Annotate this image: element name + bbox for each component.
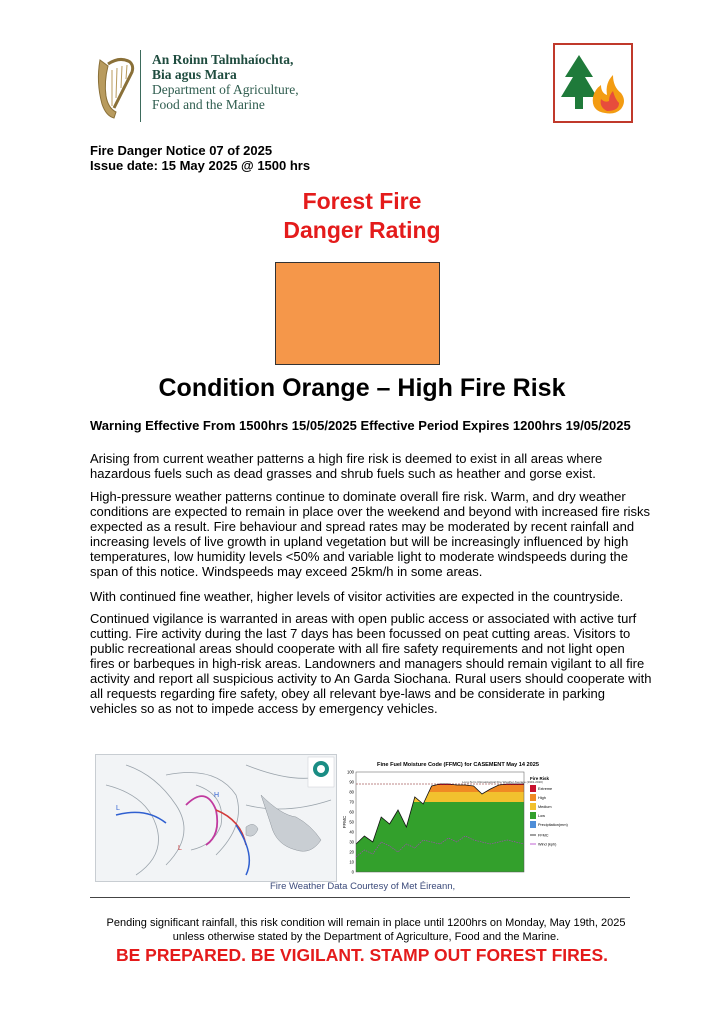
pending-notice: Pending significant rainfall, this risk condition will remain in place until 1200hrs on Monday, May 19th, 2025 unless otherwise stated by the Department of Agriculture, Food and the Marine. — [106, 917, 626, 943]
synoptic-chart — [96, 755, 336, 881]
legend-label: Precipitation(mm) — [538, 823, 568, 827]
legend-swatch-precipitationmm — [530, 821, 536, 828]
dept-english-line2: Food and the Marine — [152, 97, 265, 112]
data-credit: Fire Weather Data Courtesy of Met Éireann, — [270, 881, 456, 892]
legend-label: Medium — [538, 805, 552, 809]
y-tick-label: 50 — [349, 819, 354, 825]
dept-irish-line1: An Roinn Talmhaíochta, — [152, 52, 294, 67]
legend-title: Fire Risk — [530, 776, 550, 781]
legend-label: High — [538, 796, 546, 800]
svg-text:L: L — [178, 845, 182, 852]
y-tick-label: 80 — [349, 789, 354, 795]
climatology-annotation: Long-Term Climatological Fire Weather Average (1991-2020) — [462, 780, 543, 784]
rating-title-line2: Danger Rating — [283, 217, 441, 243]
rating-title-line1: Forest Fire — [302, 188, 422, 214]
legend-label: Low — [538, 814, 545, 818]
warning-period: Warning Effective From 1500hrs 15/05/2025 Effective Period Expires 1200hrs 19/05/2025 — [90, 418, 631, 433]
rating-title — [0, 187, 724, 245]
paragraph-4: Continued vigilance is warranted in areas with open public access or associated with active turf cutting. Fire activity during the last 7 days has been focussed on peat cutting areas. Visitors to public recreational areas should cooperate with all fire safety requirements and not light open fires or barbeques in high-risk areas. Landowners and managers should remain vigilant to all fire activity and report all suspicious activity to An Garda Siochana. Rural users should cooperate with all requests regarding fire safety, obey all relevant bye-laws and be considerate in parking vehicles so as not to impede access by emergency vehicles. — [90, 611, 652, 716]
y-tick-label: 70 — [349, 799, 354, 805]
logo-divider — [140, 50, 141, 122]
legend-label: Wind (kph) — [538, 842, 557, 847]
harp-icon — [90, 52, 136, 120]
forest-fire-logo — [553, 43, 633, 123]
ffmc-chart — [342, 758, 582, 882]
y-tick-label: 0 — [351, 869, 354, 875]
svg-text:L: L — [116, 805, 120, 812]
y-tick-label: 40 — [349, 829, 354, 835]
paragraph-3: With continued fine weather, higher levels of visitor activities are expected in the countryside. — [90, 589, 624, 604]
y-tick-label: 30 — [349, 839, 354, 845]
y-tick-label: 20 — [349, 849, 354, 855]
y-tick-label: 100 — [347, 769, 354, 775]
slogan: BE PREPARED. BE VIGILANT. STAMP OUT FOREST FIRES. — [116, 945, 608, 965]
legend-label: Extreme — [538, 787, 553, 791]
met-eireann-logo-icon — [313, 761, 329, 777]
dept-irish-line2: Bia agus Mara — [152, 67, 237, 82]
paragraph-2: High-pressure weather patterns continue to dominate overall fire risk. Warm, and dry weather conditions are expected to remain in place over the weekend and beyond with increased fire risks expected as a result. Fire behaviour and spread rates may be moderated by recent rainfall and increasing levels of live growth in upland vegetation but will be increasingly influenced by high temperatures, low humidity levels <50% and variable light to moderate windspeeds during the span of this notice. Windspeeds may exceed 25km/h in some areas. — [90, 489, 651, 579]
notice-header — [90, 143, 310, 173]
danger-color-swatch — [275, 262, 440, 365]
legend-swatch-high — [530, 794, 536, 801]
weather-map-image — [95, 754, 337, 882]
y-tick-label: 60 — [349, 809, 354, 815]
paragraph-1: Arising from current weather patterns a high fire risk is deemed to exist in all areas where hazardous fuels such as dead grasses and shrub fuels such as heather and gorse exist. — [90, 451, 603, 481]
department-name — [152, 52, 299, 112]
y-axis-label: FFMC — [342, 815, 347, 829]
legend-swatch-low — [530, 812, 536, 819]
forest-fire-icon — [555, 45, 631, 121]
issue-date: Issue date: 15 May 2025 @ 1500 hrs — [90, 158, 311, 173]
footer-rule — [90, 897, 630, 898]
dept-english-line1: Department of Agriculture, — [152, 82, 299, 97]
svg-text:H: H — [214, 792, 220, 799]
notice-number: Fire Danger Notice 07 of 2025 — [90, 143, 273, 158]
y-tick-label: 90 — [349, 779, 354, 785]
legend-swatch-medium — [530, 803, 536, 810]
condition-heading: Condition Orange – High Fire Risk — [158, 374, 566, 402]
y-tick-label: 10 — [349, 859, 354, 865]
chart-title: Fine Fuel Moisture Code (FFMC) for CASEMENT May 14 2025 — [377, 762, 539, 768]
legend-swatch-extreme — [530, 785, 536, 792]
legend-label: FFMC — [538, 833, 549, 838]
